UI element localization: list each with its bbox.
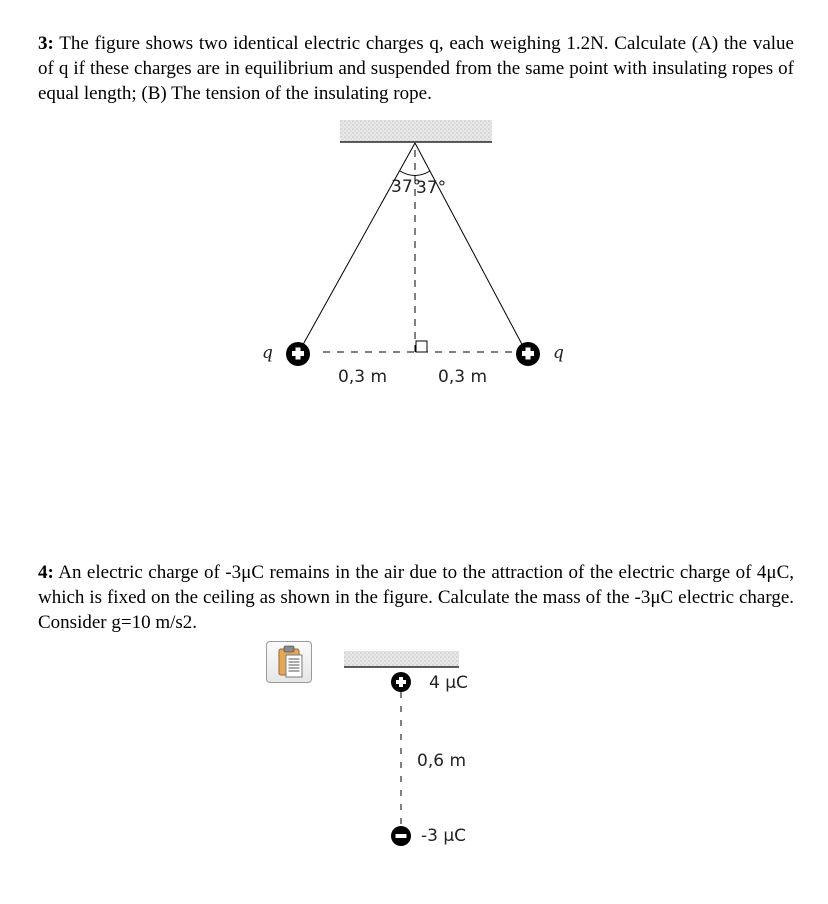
- ceiling: [340, 120, 492, 142]
- ceiling-2: [344, 651, 459, 667]
- left-rope: [300, 143, 415, 350]
- right-rope: [415, 143, 525, 350]
- charge-left: [286, 342, 310, 366]
- charge-right: [516, 342, 540, 366]
- bottom-charge-label: -3 μC: [421, 826, 467, 846]
- problem-3-text: [38, 31, 794, 106]
- problem-4-statement: An electric charge of -3μC remains in the air due to the attraction of the electric charge of 4μC, which is fixed on the ceiling as shown in the figure. Calculate the mass of the -3μC electric charge. Consider g=10 m/s2.: [38, 562, 794, 633]
- top-charge: [391, 672, 411, 692]
- right-angle-marker: [416, 341, 427, 352]
- charge-right-label: q: [553, 343, 564, 363]
- distance-left-label: 0,3 m: [338, 367, 387, 387]
- problem-3-figure: [0, 110, 828, 400]
- problem-4-text: [38, 560, 794, 635]
- problem-4-number: 4:: [38, 562, 54, 583]
- top-charge-label: 4 μC: [429, 673, 468, 693]
- bottom-charge: [391, 826, 411, 846]
- problem-3-number: 3:: [38, 33, 54, 54]
- charge-left-label: q: [262, 343, 273, 363]
- distance-right-label: 0,3 m: [438, 367, 487, 387]
- angle-left-label: 37°: [391, 177, 422, 197]
- angle-arc: [400, 171, 430, 176]
- problem-4-figure: [0, 645, 828, 860]
- distance-label-2: 0,6 m: [417, 751, 466, 771]
- angle-right-label: 37°: [416, 178, 447, 198]
- problem-3-statement: The figure shows two identical electric charges q, each weighing 1.2N. Calculate (A) the value of q if these charges are in equilibrium and suspended from the same point with insulating ropes of equal length; (B) The tension of the insulating rope.: [38, 33, 794, 104]
